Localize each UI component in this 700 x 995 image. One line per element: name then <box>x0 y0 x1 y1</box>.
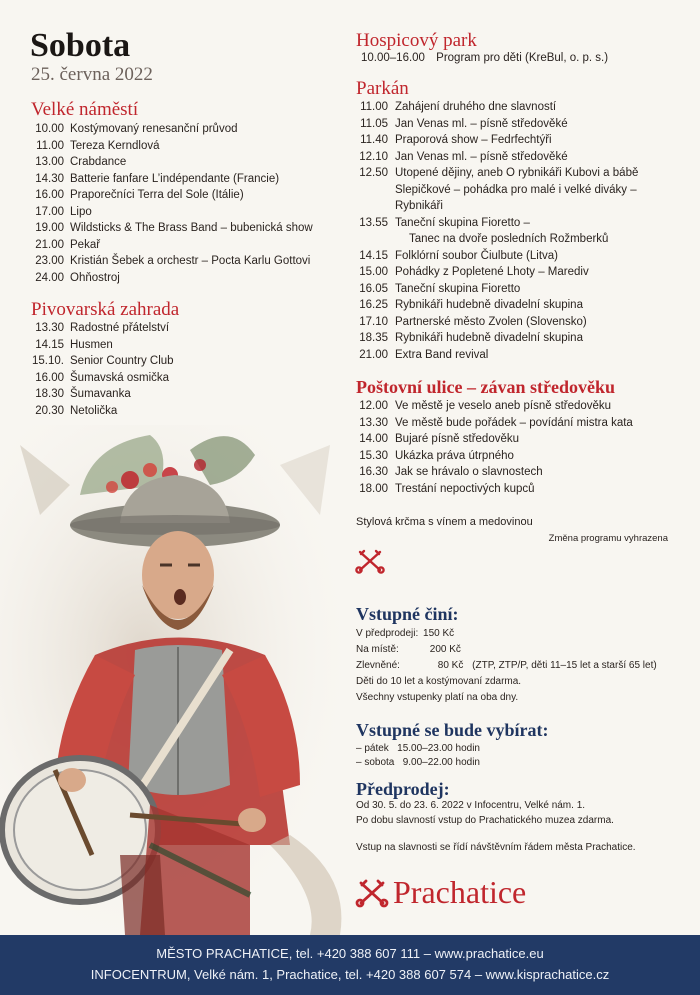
list-item: 13.30 Ve městě bude pořádek – povídání mistra kata <box>359 416 633 429</box>
section-title-parkan: Parkán <box>356 78 409 99</box>
list-item: 12.10 Jan Venas ml. – písně středověké <box>359 150 568 163</box>
list-item: 13.00 Crabdance <box>35 156 127 168</box>
list-item: 18.00 Trestání nepoctivých kupců <box>359 482 535 495</box>
program-change-note: Změna programu vyhrazena <box>548 533 668 544</box>
list-item: 15.30 Ukázka práva útrpného <box>359 449 514 462</box>
list-item: 13.30 Radostné přátelství <box>35 322 170 334</box>
section-title-postovni-ulice: Poštovní ulice – závan středověku <box>356 377 615 397</box>
list-item: 14.30 Batterie fanfare L’indépendante (Francie) <box>35 172 280 185</box>
tickets-title: Vstupné činí: <box>356 604 459 624</box>
tickets-presale-row: V předprodeji: 150 Kč <box>356 628 455 639</box>
list-item: 14.15 Husmen <box>35 338 113 351</box>
list-item: 15.10. Senior Country Club <box>32 355 174 367</box>
drummer-illustration <box>0 425 360 935</box>
list-item: 24.00 Ohňostroj <box>35 271 120 284</box>
footer <box>0 935 700 995</box>
schedule-velke-namesti <box>30 121 350 286</box>
list-item: 17.00 Lipo <box>35 205 92 218</box>
list-item: 16.25 Rybnikáři hudebně divadelní skupina <box>359 299 583 311</box>
list-item: 16.00 Šumavská osmička <box>35 371 170 384</box>
list-item: 16.05 Taneční skupina Fioretto <box>359 282 521 295</box>
list-item: 13.55 Taneční skupina Fioretto – Tanec na dvoře posledních Rožmberků <box>359 216 609 245</box>
section-title-velke-namesti: Velké náměstí <box>31 99 139 120</box>
prachatice-logo-icon <box>355 878 389 908</box>
krcma-note: Stylová krčma s vínem a medovinou <box>356 516 533 528</box>
tickets-free-note: Děti do 10 let a kostýmovaní zdarma. <box>356 676 522 687</box>
brand-name: Prachatice <box>393 874 527 910</box>
section-title-pivovarska-zahrada: Pivovarská zahrada <box>31 299 180 320</box>
list-item: 23.00 Kristián Šebek a orchestr – Pocta Karlu Gottovi <box>35 255 311 267</box>
schedule-postovni-ulice <box>357 398 687 497</box>
presale-title: Předprodej: <box>356 779 450 799</box>
list-item: 14.15 Folklórní soubor Čiulbute (Litva) <box>359 249 558 262</box>
list-item: 16.00 Praporečníci Terra del Sole (Itálie) <box>35 189 244 201</box>
list-item: 14.00 Bujaré písně středověku <box>359 433 520 445</box>
list-item: 10.00 Kostýmovaný renesanční průvod <box>35 123 238 135</box>
footer-line-1: MĚSTO PRACHATICE, tel. +420 388 607 111 – www.prachatice.eu <box>156 946 544 961</box>
list-item: 12.50 Utopené dějiny, aneb O rybnikáři Kubovi a bábě Slepičkové – pohádka pro malé i velké diváky – Rybnikáři <box>359 167 639 212</box>
list-item: 20.30 Netolička <box>35 404 118 417</box>
list-item: 11.00 Tereza Kerndlová <box>36 139 160 152</box>
list-item: 18.30 Šumavanka <box>35 388 131 400</box>
presale-line3: Vstup na slavnosti se řídí návštěvním řádem města Prachatice. <box>356 842 636 853</box>
list-item: 21.00 Pekař <box>35 238 101 251</box>
list-item: 16.30 Jak se hrávalo o slavnostech <box>359 466 543 478</box>
list-item: 15.00 Pohádky z Popletené Lhoty – Marediv <box>359 266 589 278</box>
collection-friday: – pátek 15.00–23.00 hodin <box>356 743 480 754</box>
schedule-parkan <box>357 99 687 363</box>
tickets-discount-row: Zlevněné: 80 Kč (ZTP, ZTP/P, děti 11–15 let a starší 65 let) <box>356 660 657 671</box>
list-item: 11.40 Praporová show – Fedrfechtýři <box>360 134 552 146</box>
list-item: 11.00 Zahájení druhého dne slavností <box>360 101 557 113</box>
collection-saturday: – sobota 9.00–22.00 hodin <box>356 757 480 768</box>
list-item: 19.00 Wildsticks & The Brass Band – bubenická show <box>35 222 313 234</box>
list-item: 12.00 Ve městě je veselo aneb písně středověku <box>359 400 612 412</box>
tickets-onsite-row: Na místě: 200 Kč <box>356 644 461 655</box>
list-item: 17.10 Partnerské město Zvolen (Slovensko) <box>359 315 587 328</box>
day-title: Sobota <box>30 27 131 64</box>
list-item: 11.05 Jan Venas ml. – písně středověké <box>360 117 568 130</box>
hospic-row <box>361 50 608 66</box>
footer-line-2: INFOCENTRUM, Velké nám. 1, Prachatice, tel. +420 388 607 574 – www.kisprachatice.cz <box>90 967 610 982</box>
hospic-act: Program pro děti (KreBul, o. p. s.) <box>436 52 609 64</box>
hospic-time: 10.00–16.00 <box>361 52 425 64</box>
presale-line2: Po dobu slavností vstup do Prachatického muzea zdarma. <box>356 815 614 826</box>
schedule-pivovarska-zahrada <box>30 320 350 419</box>
crossed-keys-icon <box>355 548 385 574</box>
list-item: 18.35 Rybnikáři hudebně divadelní skupina <box>359 332 583 344</box>
list-item: 21.00 Extra Band revival <box>359 348 489 361</box>
collection-title: Vstupné se bude vybírat: <box>356 720 549 740</box>
tickets-both-days: Všechny vstupenky platí na oba dny. <box>356 692 519 703</box>
section-title-hospicovy-park: Hospicový park <box>356 30 477 51</box>
presale-line1: Od 30. 5. do 23. 6. 2022 v Infocentru, Velké nám. 1. <box>356 800 586 811</box>
date: 25. června 2022 <box>31 64 153 85</box>
